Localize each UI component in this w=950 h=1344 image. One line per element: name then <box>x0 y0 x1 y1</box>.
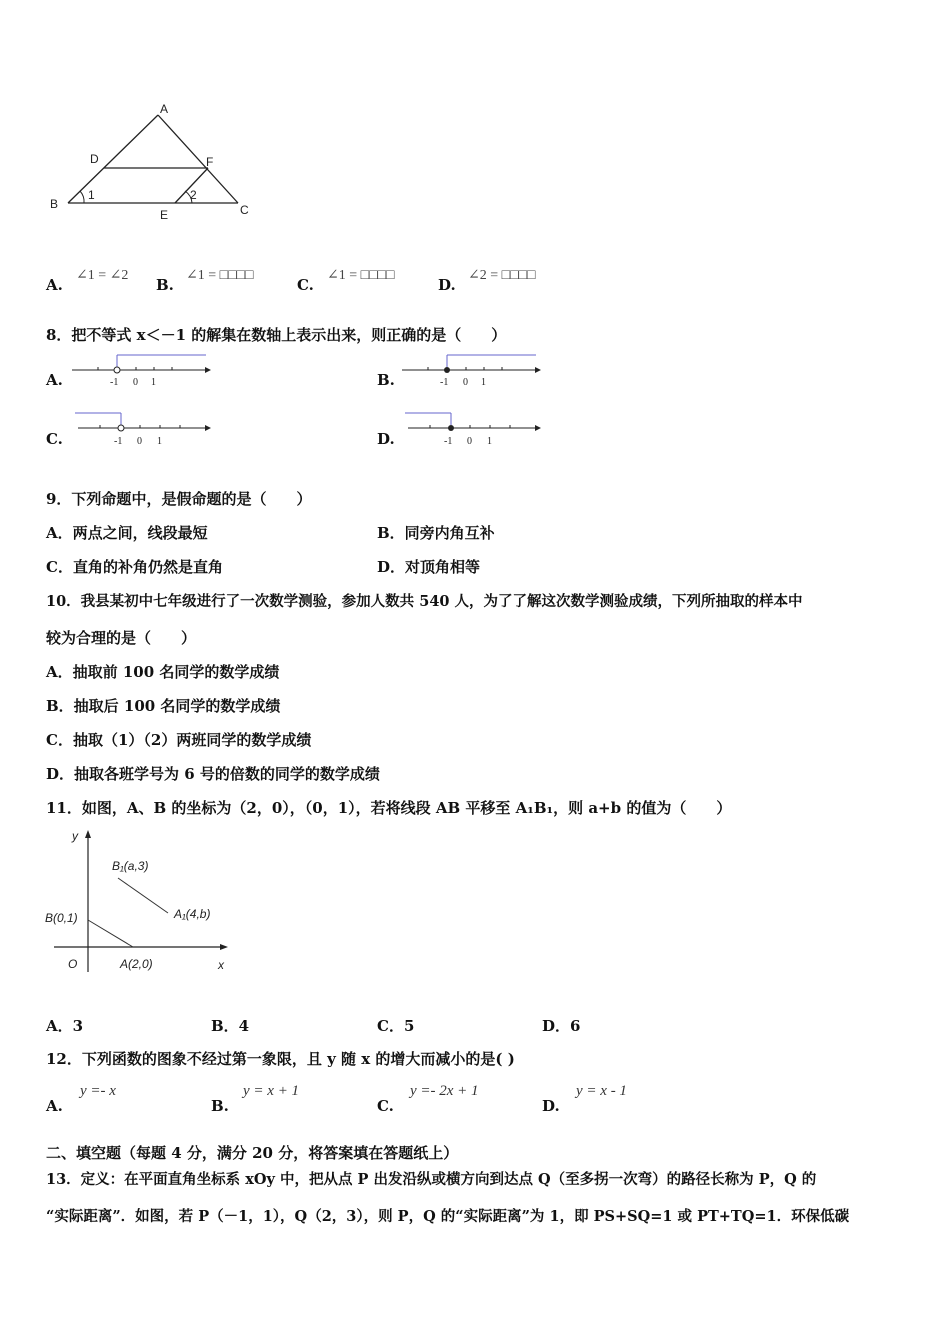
q12-option-d-letter: D. <box>542 1097 560 1115</box>
q11-option-a: A．3 <box>46 1017 84 1035</box>
q12-option-d-math: y = x - 1 <box>576 1083 627 1099</box>
label-b: B <box>50 197 59 211</box>
svg-text:0: 0 <box>463 377 468 388</box>
q13-line2: “实际距离”．如图，若 P（－1，1），Q（2，3），则 P，Q 的“实际距离”为 1，即 PS+SQ=1 或 PT+TQ=1．环保低碳 <box>46 1208 850 1225</box>
q9-option-a: A．两点之间，线段最短 <box>46 524 208 542</box>
q12-option-b-math: y = x + 1 <box>243 1083 300 1099</box>
svg-text:1: 1 <box>157 436 162 447</box>
q12-option-a-letter: A. <box>46 1097 63 1115</box>
svg-text:-1: -1 <box>444 436 453 447</box>
q11-option-d: D．6 <box>542 1017 581 1035</box>
label-x-axis: x <box>218 958 224 972</box>
label-angle-2: 2 <box>190 188 197 202</box>
q10-question-line2: 较为合理的是（ ） <box>46 629 197 647</box>
svg-text:-1: -1 <box>114 436 123 447</box>
svg-text:-1: -1 <box>110 377 119 388</box>
label-e: E <box>160 208 169 222</box>
svg-text:0: 0 <box>467 436 472 447</box>
triangle-figure <box>40 95 270 230</box>
q9-question: 9．下列命题中，是假命题的是（ ） <box>46 490 312 508</box>
q7-option-d-letter: D. <box>438 276 456 294</box>
q7-option-c-letter: C. <box>297 276 314 294</box>
q7-option-b-letter: B. <box>156 276 174 294</box>
label-f: F <box>206 155 214 169</box>
svg-text:0: 0 <box>137 436 142 447</box>
label-y-axis: y <box>72 829 78 843</box>
svg-text:-1: -1 <box>440 377 449 388</box>
svg-text:1: 1 <box>481 377 486 388</box>
q10-option-d: D．抽取各班学号为 6 号的倍数的同学的数学成绩 <box>46 765 380 783</box>
q10-option-b: B．抽取后 100 名同学的数学成绩 <box>46 697 281 715</box>
q10-option-a: A．抽取前 100 名同学的数学成绩 <box>46 663 280 681</box>
q12-option-c-math: y =- 2x + 1 <box>410 1083 479 1099</box>
q8-number-line-c <box>70 408 215 450</box>
q12-option-b-letter: B. <box>211 1097 229 1115</box>
q10-option-c: C．抽取（1）（2）两班同学的数学成绩 <box>46 731 312 749</box>
q7-option-c-math: ∠1 = □□□□ <box>327 268 395 283</box>
svg-text:1: 1 <box>487 436 492 447</box>
q12-option-a-math: y =- x <box>80 1083 116 1099</box>
q8-option-d-letter: D. <box>377 430 395 448</box>
q8-number-line-d <box>400 408 545 450</box>
label-angle-1: 1 <box>88 188 95 202</box>
q11-option-b: B．4 <box>211 1017 250 1035</box>
q11-question: 11．如图，A、B 的坐标为（2，0），（0，1），若将线段 AB 平移至 A₁B₁，则 a+b 的值为（ ） <box>46 799 732 817</box>
q8-option-c-letter: C. <box>46 430 63 448</box>
q8-option-a-letter: A. <box>46 371 63 389</box>
q8-number-line-b <box>400 350 545 390</box>
q11-option-c: C．5 <box>377 1017 415 1035</box>
svg-text:0: 0 <box>133 377 138 388</box>
label-d: D <box>90 152 99 166</box>
label-a: A <box>160 102 169 116</box>
q8-question: 8．把不等式 x＜－1 的解集在数轴上表示出来，则正确的是（ ） <box>46 326 507 344</box>
q13-line1: 13．定义：在平面直角坐标系 xOy 中，把从点 P 出发沿纵或横方向到达点 Q（至多拐一次弯）的路径长称为 P，Q 的 <box>46 1171 817 1188</box>
svg-text:1: 1 <box>151 377 156 388</box>
q11-coordinate-figure <box>40 822 240 982</box>
q12-option-c-letter: C. <box>377 1097 394 1115</box>
label-point-b1: B₁(a,3) <box>112 859 149 873</box>
label-origin: O <box>68 957 78 971</box>
q7-option-d-math: ∠2 = □□□□ <box>468 268 536 283</box>
q8-option-b-letter: B. <box>377 371 395 389</box>
q8-number-line-a <box>70 350 215 390</box>
label-point-b: B(0,1) <box>45 911 78 925</box>
q10-question-line1: 10．我县某初中七年级进行了一次数学测验，参加人数共 540 人，为了了解这次数学测验成绩，下列所抽取的样本中 <box>46 593 803 610</box>
section2-heading: 二、填空题（每题 4 分，满分 20 分，将答案填在答题纸上） <box>46 1144 459 1162</box>
label-point-a: A(2,0) <box>120 957 153 971</box>
label-point-a1: A₁(4,b) <box>174 907 211 921</box>
q7-option-a-letter: A. <box>46 276 63 294</box>
q12-question: 12．下列函数的图象不经过第一象限，且 y 随 x 的增大而减小的是( ) <box>46 1050 515 1068</box>
q9-option-b: B．同旁内角互补 <box>377 524 495 542</box>
q7-option-a-math: ∠1 = ∠2 <box>76 268 129 283</box>
label-c: C <box>240 203 249 217</box>
q9-option-d: D．对顶角相等 <box>377 558 481 576</box>
q9-option-c: C．直角的补角仍然是直角 <box>46 558 223 576</box>
q7-option-b-math: ∠1 = □□□□ <box>186 268 254 283</box>
